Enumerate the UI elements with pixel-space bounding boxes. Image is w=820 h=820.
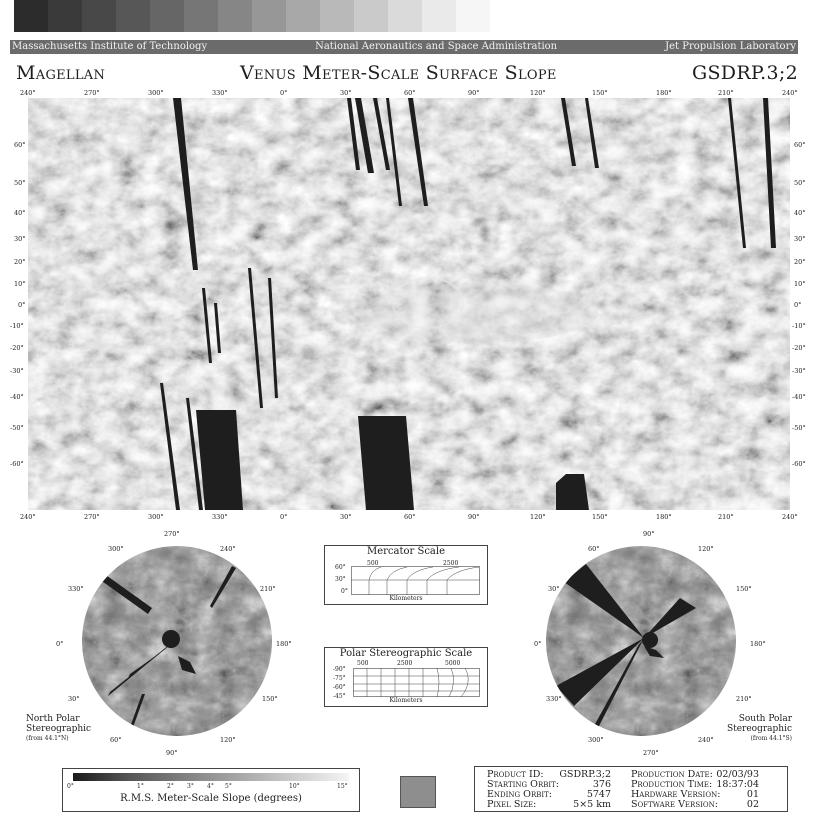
grayscale-step	[456, 0, 490, 32]
caption-line: (from 44.1°S)	[750, 735, 792, 742]
info-label: Starting Orbit:	[487, 779, 560, 790]
data-gap-block	[358, 416, 414, 510]
lat-tick: 0°	[794, 301, 802, 309]
polar-tick: 270°	[643, 749, 659, 757]
polar-tick: 180°	[276, 640, 292, 648]
lon-tick: 180°	[656, 513, 672, 521]
reference-gray-swatch	[400, 776, 436, 808]
lon-tick: 270°	[84, 89, 100, 97]
legend-tick: 5°	[225, 783, 232, 790]
lat-tick: -20°	[10, 344, 24, 352]
grayscale-step	[218, 0, 252, 32]
lat-tick: 50°	[14, 179, 26, 187]
lat-tick: 60°	[14, 141, 26, 149]
lon-tick: 120°	[530, 513, 546, 521]
caption-line: Stereographic	[726, 724, 792, 734]
polar-tick: 30°	[548, 585, 560, 593]
lon-tick: 330°	[212, 89, 228, 97]
polar-tick: 300°	[588, 736, 604, 744]
legend-tick: 4°	[207, 783, 214, 790]
lon-tick: 90°	[468, 89, 480, 97]
polar-tick: 210°	[736, 695, 752, 703]
lon-tick: 120°	[530, 89, 546, 97]
lon-tick: 0°	[280, 89, 288, 97]
caption-line: (from 44.1°N)	[26, 735, 69, 742]
lon-tick: 270°	[84, 513, 100, 521]
lat-tick: -40°	[792, 393, 806, 401]
product-info-box	[474, 766, 788, 812]
lon-tick: 90°	[468, 513, 480, 521]
lat-tick: -10°	[10, 322, 24, 330]
lon-tick: 210°	[718, 513, 734, 521]
polar-tick: 120°	[220, 736, 236, 744]
scale-label: 2500	[443, 560, 459, 567]
grayscale-step	[150, 0, 184, 32]
polar-tick: 240°	[698, 736, 714, 744]
lat-tick: -30°	[10, 367, 24, 375]
polar-scale-box	[324, 647, 488, 707]
institution-banner	[10, 40, 798, 54]
info-value: 01	[746, 789, 759, 800]
lat-tick: -50°	[792, 424, 806, 432]
polar-tick: 330°	[546, 695, 562, 703]
slope-legend-label: R.M.S. Meter-Scale Slope (degrees)	[120, 793, 302, 804]
lon-tick: 60°	[404, 513, 416, 521]
lat-tick: -60°	[10, 460, 24, 468]
venus-mercator-slope-map[interactable]	[28, 98, 790, 510]
lat-tick: 40°	[794, 209, 806, 217]
legend-tick: 1°	[137, 783, 144, 790]
scale-label: 0°	[341, 588, 348, 595]
grayscale-step	[320, 0, 354, 32]
mercator-scale-graph	[351, 566, 481, 596]
info-label: Ending Orbit:	[487, 789, 553, 800]
scale-label: 30°	[335, 576, 346, 583]
info-value: 02	[746, 799, 759, 810]
scale-label: 60°	[335, 564, 346, 571]
polar-tick: 90°	[643, 530, 655, 538]
info-label: Software Version:	[631, 799, 718, 810]
lon-tick: 150°	[592, 89, 608, 97]
polar-tick: 330°	[68, 585, 84, 593]
north-polar-caption	[26, 714, 91, 744]
lat-tick: -30°	[792, 367, 806, 375]
info-label: Product ID:	[487, 769, 544, 780]
banner-mit: Massachusetts Institute of Technology	[12, 41, 208, 52]
scale-label: 2500	[397, 660, 413, 667]
south-polar-caption	[720, 714, 792, 744]
scale-label: -45°	[333, 693, 346, 700]
grayscale-step	[14, 0, 48, 32]
grayscale-step	[48, 0, 82, 32]
info-label: Hardware Version:	[631, 789, 721, 800]
polar-tick: 210°	[260, 585, 276, 593]
lat-tick: 30°	[14, 235, 26, 243]
south-pole-gap	[642, 632, 658, 648]
scale-label: 5000	[445, 660, 461, 667]
polar-tick: 180°	[750, 640, 766, 648]
grayscale-step	[422, 0, 456, 32]
slope-gradient-bar	[73, 773, 349, 781]
polar-tick: 150°	[262, 695, 278, 703]
legend-tick: 15°	[337, 783, 348, 790]
lat-tick: 30°	[794, 235, 806, 243]
lat-tick: 50°	[794, 179, 806, 187]
lat-tick: -10°	[792, 322, 806, 330]
lon-tick: 300°	[148, 89, 164, 97]
lat-tick: 10°	[14, 280, 26, 288]
north-polar-map[interactable]	[82, 546, 272, 736]
lat-tick: 60°	[794, 141, 806, 149]
lat-tick: -20°	[792, 344, 806, 352]
caption-line: South Polar	[738, 714, 792, 724]
scale-label: -90°	[333, 666, 346, 673]
lon-tick: 0°	[280, 513, 288, 521]
polar-scale-title: Polar Stereographic Scale	[339, 648, 473, 659]
lon-tick: 240°	[782, 89, 798, 97]
legend-tick: 2°	[167, 783, 174, 790]
grayscale-step	[286, 0, 320, 32]
lat-tick: -40°	[10, 393, 24, 401]
lon-tick: 330°	[212, 513, 228, 521]
caption-line: Stereographic	[26, 724, 92, 734]
scale-label: -75°	[333, 675, 346, 682]
polar-tick: 30°	[68, 695, 80, 703]
legend-tick: 0°	[67, 783, 74, 790]
lat-tick: -60°	[792, 460, 806, 468]
lat-tick: 20°	[794, 258, 806, 266]
lat-tick: -50°	[10, 424, 24, 432]
polar-tick: 90°	[166, 749, 178, 757]
grayscale-step	[82, 0, 116, 32]
info-value: GSDRP.3;2	[559, 769, 611, 780]
lon-tick: 30°	[340, 513, 352, 521]
info-label: Production Date:	[631, 769, 713, 780]
lon-tick: 60°	[404, 89, 416, 97]
mercator-scale-unit: Kilometers	[389, 595, 423, 602]
info-label: Pixel Size:	[487, 799, 537, 810]
data-gap-block	[556, 474, 589, 510]
info-label: Production Time:	[631, 779, 713, 790]
mission-title: Magellan	[16, 62, 106, 84]
scale-label: 500	[357, 660, 369, 667]
info-value: 18:37:04	[716, 779, 759, 790]
product-title: Venus Meter-Scale Surface Slope	[240, 62, 557, 84]
product-code: GSDRP.3;2	[692, 62, 798, 84]
scale-label: -60°	[333, 684, 346, 691]
polar-tick: 120°	[698, 545, 714, 553]
polar-tick: 240°	[220, 545, 236, 553]
polar-scale-unit: Kilometers	[389, 697, 423, 704]
polar-tick: 60°	[588, 545, 600, 553]
lon-tick: 240°	[782, 513, 798, 521]
info-value: 376	[592, 779, 611, 790]
lon-tick: 240°	[20, 513, 36, 521]
polar-tick: 0°	[534, 640, 542, 648]
scale-label: 500	[367, 560, 379, 567]
legend-tick: 3°	[187, 783, 194, 790]
lon-tick: 150°	[592, 513, 608, 521]
polar-tick: 0°	[56, 640, 64, 648]
south-polar-map[interactable]	[546, 546, 736, 736]
grayscale-step	[252, 0, 286, 32]
lat-tick: 0°	[18, 301, 26, 309]
north-pole-gap	[162, 630, 180, 648]
mercator-scale-title: Mercator Scale	[366, 546, 446, 557]
grayscale-calibration-strip	[14, 0, 490, 32]
banner-jpl: Jet Propulsion Laboratory	[665, 41, 796, 52]
info-value: 5747	[586, 789, 611, 800]
lon-tick: 180°	[656, 89, 672, 97]
legend-tick: 10°	[289, 783, 300, 790]
banner-nasa: National Aeronautics and Space Administration	[315, 41, 558, 52]
polar-scale-graph	[353, 668, 481, 698]
lon-tick: 30°	[340, 89, 352, 97]
lat-tick: 40°	[14, 209, 26, 217]
grayscale-step	[388, 0, 422, 32]
grayscale-step	[354, 0, 388, 32]
polar-tick: 60°	[110, 736, 122, 744]
polar-tick: 150°	[736, 585, 752, 593]
caption-line: North Polar	[26, 714, 80, 724]
polar-tick: 300°	[108, 545, 124, 553]
lon-tick: 300°	[148, 513, 164, 521]
mercator-scale-box	[324, 545, 488, 605]
grayscale-step	[116, 0, 150, 32]
polar-tick: 270°	[164, 530, 180, 538]
grayscale-step	[184, 0, 218, 32]
lon-tick: 210°	[718, 89, 734, 97]
slope-legend	[62, 768, 360, 812]
info-value: 02/03/93	[716, 769, 759, 780]
lat-tick: 10°	[794, 280, 806, 288]
info-value: 5×5 km	[573, 799, 611, 810]
lon-tick: 240°	[20, 89, 36, 97]
lat-tick: 20°	[14, 258, 26, 266]
